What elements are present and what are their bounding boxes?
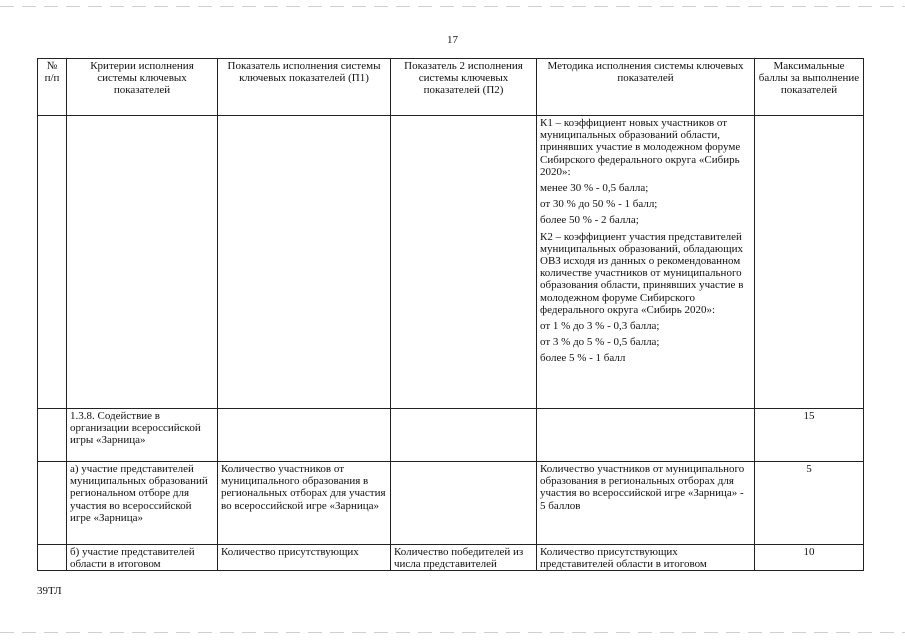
table-row: [38, 409, 864, 462]
cell-indicator-1: [218, 409, 391, 462]
methodology-line: К2 – коэффициент участия представителей муниципальных образований, обладающих ОВЗ исходя из данных о рекомендованном количестве участников от муниципального образования области, принявших участие в молодежном форуме Сибирского федерального округа «Сибирь 2020»:: [540, 230, 744, 316]
cell-criterion: а) участие представителей муниципальных образований региональном отборе для участия во всероссийской игре «Зарница»: [67, 462, 218, 545]
cell-methodology: Количество присутствующих представителей области в итоговом: [537, 545, 755, 571]
cell-score: 15: [755, 409, 864, 462]
cell-methodology: [537, 409, 755, 462]
document-code: 39ТЛ: [37, 585, 62, 597]
cell-criterion: 1.3.8. Содействие в организации всероссийской игры «Зарница»: [67, 409, 218, 462]
methodology-line: от 30 % до 50 % - 1 балл;: [540, 198, 658, 211]
header-number: № п/п: [38, 59, 67, 116]
table-header-row: [38, 59, 864, 116]
criteria-table: [37, 58, 864, 571]
methodology-line: более 50 % - 2 балла;: [540, 214, 639, 227]
methodology-line: более 5 % - 1 балл: [540, 352, 626, 365]
cell-indicator-2: Количество победителей из числа представителей: [391, 545, 537, 571]
methodology-line: К1 – коэффициент новых участников от муниципальных образований области, принявших участие в молодежном форуме Сибирского федерального округа «Сибирь 2020»:: [540, 117, 741, 178]
header-indicator-1: Показатель исполнения системы ключевых показателей (П1): [218, 59, 391, 116]
page-number: 17: [447, 34, 458, 46]
cell-number: [38, 545, 67, 571]
cell-indicator-2: [391, 116, 537, 409]
table-row: [38, 545, 864, 571]
cell-indicator-2: [391, 409, 537, 462]
table-row: [38, 462, 864, 545]
header-indicator-2: Показатель 2 исполнения системы ключевых показателей (П2): [391, 59, 537, 116]
table-row: [38, 116, 864, 409]
scan-artifact-bottom: [0, 632, 905, 633]
cell-criterion: [67, 116, 218, 409]
header-max-score: Максимальные баллы за выполнение показателей: [755, 59, 864, 116]
cell-number: [38, 409, 67, 462]
cell-score: [755, 116, 864, 409]
cell-indicator-1: Количество участников от муниципального образования в региональных отборах для участия во всероссийской игре «Зарница»: [218, 462, 391, 545]
cell-indicator-2: [391, 462, 537, 545]
cell-criterion: б) участие представителей области в итоговом: [67, 545, 218, 571]
cell-number: [38, 116, 67, 409]
cell-score: 5: [755, 462, 864, 545]
methodology-line: от 3 % до 5 % - 0,5 балла;: [540, 336, 660, 349]
cell-score: 10: [755, 545, 864, 571]
scan-artifact-top: [0, 6, 905, 7]
cell-number: [38, 462, 67, 545]
cell-indicator-1: [218, 116, 391, 409]
cell-indicator-1: Количество присутствующих: [218, 545, 391, 571]
methodology-line: от 1 % до 3 % - 0,3 балла;: [540, 320, 660, 333]
cell-methodology: [537, 116, 755, 409]
methodology-line: менее 30 % - 0,5 балла;: [540, 182, 649, 195]
header-criteria: Критерии исполнения системы ключевых показателей: [67, 59, 218, 116]
cell-methodology: Количество участников от муниципального образования в региональных отборах для участия во всероссийской игре «Зарница» - 5 баллов: [537, 462, 755, 545]
header-methodology: Методика исполнения системы ключевых показателей: [537, 59, 755, 116]
